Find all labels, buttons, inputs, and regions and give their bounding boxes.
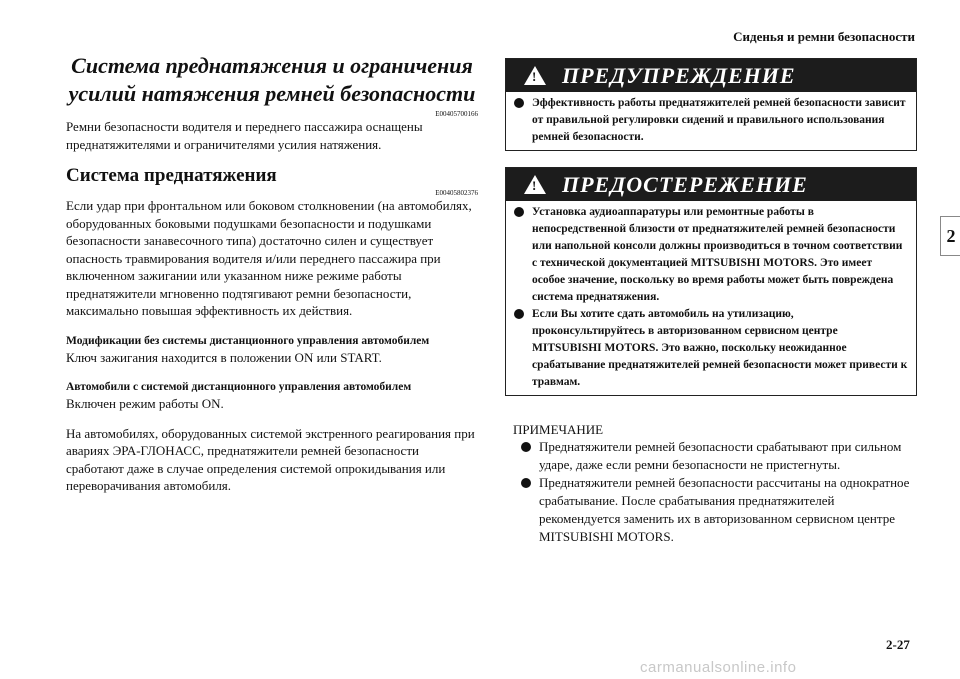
caution-item <box>514 204 908 306</box>
caution-title: ПРЕДОСТЕРЕЖЕНИЕ <box>562 171 808 197</box>
caution-box <box>505 167 917 396</box>
section-text: Если удар при фронтальном или боковом столкновении (на автомобилях, оборудованных боковыми подушками безопасности и подушками безопасности занавесочного типа) достаточно силен и существует опасность травмирования водителя и/или переднего пассажира при включенном зажигании или указанном ниже режиме работы преднатяжители мгновенно подтягивают ремни безопасности, максимально повышая эффективность их действия. <box>66 198 472 318</box>
warning-item <box>514 95 908 146</box>
title-code: E00405700166 <box>435 110 478 118</box>
bullet-icon <box>514 309 524 319</box>
warning-header <box>506 59 916 92</box>
note-item-text: Преднатяжители ремней безопасности рассчитаны на однократное срабатывание. После срабатывания преднатяжителей рекомендуется заменить их в авторизованном сервисном центре MITSUBISHI MOTORS. <box>539 475 910 544</box>
note-item <box>513 474 913 546</box>
warning-icon: ! <box>524 66 546 85</box>
caution-header <box>506 168 916 201</box>
warning-box <box>505 58 917 151</box>
subheading-with-remote: Автомобили с системой дистанционного управления автомобилем <box>66 381 412 393</box>
chapter-tab: 2 <box>940 216 960 256</box>
bullet-icon <box>514 207 524 217</box>
bullet-icon <box>521 478 531 488</box>
bullet-icon <box>521 442 531 452</box>
glonass-text: На автомобилях, оборудованных системой экстренного реагирования при авариях ЭРА-ГЛОНАСС, преднатяжители ремней безопасности сработают даже в случае определения системой опрокидывания или переворачивания автомобиля. <box>66 425 475 493</box>
note-item <box>513 438 913 474</box>
intro-text: Ремни безопасности водителя и переднего пассажира оснащены преднатяжителями и ограничителями усилия натяжения. <box>66 119 423 152</box>
page-title: Система преднатяжения и ограничения усилий натяжения ремней безопасности <box>68 53 476 106</box>
warning-item-text: Эффективность работы преднатяжителей ремней безопасности зависит от правильной регулировки сидений и правильного использования ремней безопасности. <box>532 97 906 143</box>
warning-title: ПРЕДУПРЕЖДЕНИЕ <box>562 62 796 88</box>
caution-icon: ! <box>524 175 546 194</box>
caution-item-text: Установка аудиоаппаратуры или ремонтные работы в непосредственной близости от преднатяжителей ремней безопасности или напольной консоли должны производиться в точном соответствии с технической документацией MITSUBISHI MOTORS. Это имеет особое значение, поскольку во время работы может быть повреждена система преднатяжения. <box>532 206 903 303</box>
note-block <box>513 422 913 546</box>
section-code: E00405802376 <box>435 189 478 197</box>
caution-item <box>514 306 908 391</box>
page-number: 2-27 <box>886 637 910 652</box>
note-title: ПРИМЕЧАНИЕ <box>513 422 604 437</box>
subtext-without-remote: Ключ зажигания находится в положении ON или START. <box>66 349 382 365</box>
subtext-with-remote: Включен режим работы ON. <box>66 396 224 411</box>
watermark: carmanualsonline.info <box>640 659 797 676</box>
left-column <box>66 52 478 495</box>
section-title: Система преднатяжения <box>66 165 277 186</box>
bullet-icon <box>514 98 524 108</box>
note-item-text: Преднатяжители ремней безопасности срабатывают при сильном ударе, даже если ремни безопасности не пристегнуты. <box>539 439 902 472</box>
caution-item-text: Если Вы хотите сдать автомобиль на утилизацию, проконсультируйтесь в авторизованном сервисном центре MITSUBISHI MOTORS. Это важно, поскольку неожиданное срабатывание преднатяжителей ремней безопасности может привести к травмам. <box>532 308 908 388</box>
running-header: Сиденья и ремни безопасности <box>733 29 915 44</box>
right-column <box>505 58 917 396</box>
subheading-without-remote: Модификации без системы дистанционного управления автомобилем <box>66 334 430 347</box>
